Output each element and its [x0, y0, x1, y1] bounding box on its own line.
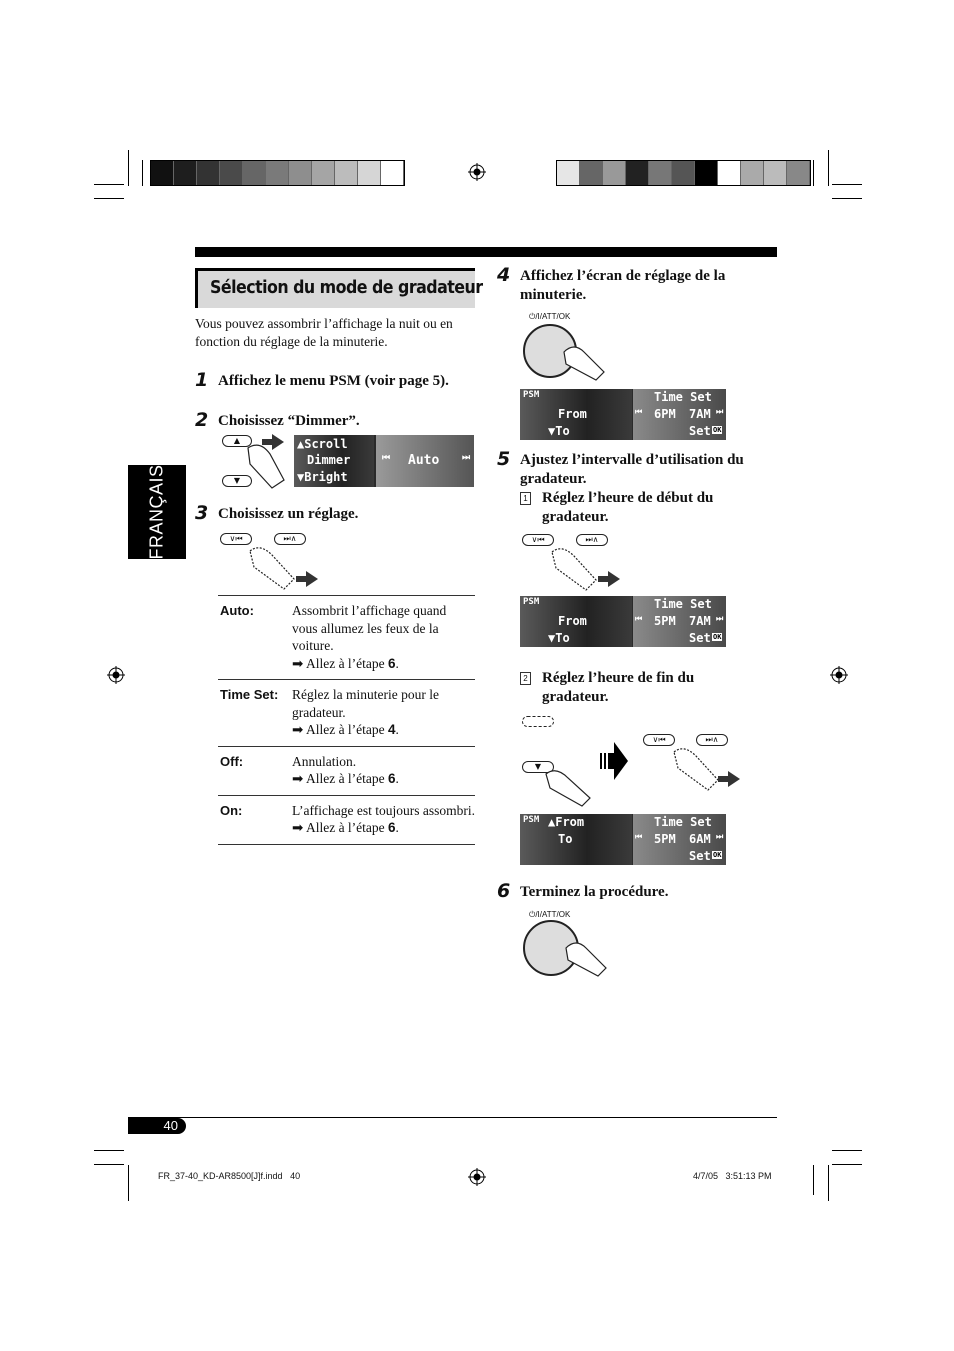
lcd-end-time: 6AM — [689, 832, 711, 846]
lcd-psm: PSM — [523, 815, 540, 825]
up-button[interactable]: ▲ — [222, 435, 252, 447]
crop-mark — [128, 150, 129, 186]
next-icon: ⏭ — [716, 832, 724, 841]
page-title: Sélection du mode de gradateur — [210, 277, 483, 298]
finger-press-icon — [670, 746, 720, 791]
substep-2: 2 Réglez l’heure de fin du gradateur. — [520, 669, 770, 688]
option-desc: Assombrit l’affichage quand vous allumez les feux de la voiture. ➡ Allez à l’étape 6. — [292, 596, 475, 680]
crop-mark — [813, 1165, 814, 1195]
prev-icon: ⏮ — [635, 614, 643, 623]
substep-1: 1 Réglez l’heure de début du gradateur. — [520, 489, 770, 508]
option-row — [218, 680, 475, 747]
lcd-from: From — [558, 407, 587, 421]
option-row — [218, 596, 475, 680]
next-button[interactable]: ⏭∧ — [274, 533, 306, 545]
arrow-right-icon — [608, 571, 620, 587]
option-desc: Réglez la minuterie pour le gradateur. ➡ Allez à l’étape 4. — [292, 680, 475, 747]
step-number: 1 — [195, 369, 209, 391]
footer-file: FR_37-40_KD-AR8500[J]f.indd 40 — [158, 1171, 301, 1181]
next-icon: ⏭ — [462, 453, 471, 463]
dashed-button-icon — [522, 716, 554, 727]
top-rule — [195, 247, 777, 257]
next-button[interactable]: ⏭∧ — [696, 734, 728, 746]
lcd-set: Set — [689, 631, 711, 645]
step-number: 4 — [497, 264, 511, 286]
lcd-start-time: 5PM — [654, 614, 676, 628]
finger-press-icon — [562, 938, 608, 978]
crop-mark — [128, 1165, 129, 1201]
option-term: Auto: — [218, 596, 292, 680]
lcd-to: To — [558, 832, 573, 846]
lcd-end-time: 7AM — [689, 407, 711, 421]
arrow-right-icon — [272, 434, 284, 450]
language-tab — [128, 465, 186, 559]
step-number: 3 — [195, 502, 209, 524]
intro-text: Vous pouvez assombrir l’affichage la nuit ou en fonction du réglage de la minuterie. — [195, 316, 453, 349]
lcd-set: Set — [689, 424, 711, 438]
lcd-dimmer-menu — [294, 435, 474, 487]
lcd-timer-screen-3 — [520, 814, 726, 865]
finger-press-icon — [548, 546, 598, 591]
arrow-right-icon — [728, 771, 740, 787]
step-number: 6 — [497, 880, 511, 902]
lcd-start-time: 6PM — [654, 407, 676, 421]
option-desc: Annulation. ➡ Allez à l’étape 6. — [292, 746, 475, 795]
crop-mark — [94, 1164, 124, 1165]
lcd-set: Set — [689, 849, 711, 863]
crop-mark — [94, 198, 124, 199]
crop-mark — [832, 198, 862, 199]
prev-button[interactable]: ∨⏮ — [643, 734, 675, 746]
registration-target-icon — [468, 1168, 486, 1186]
section-title-box — [195, 268, 483, 308]
lcd-line-dimmer: Dimmer — [307, 453, 351, 467]
registration-target-icon — [468, 163, 486, 181]
option-term: Time Set: — [218, 680, 292, 747]
registration-target-icon — [107, 666, 125, 684]
step-text: Ajustez l’intervalle d’utilisation du gradateur. — [520, 452, 744, 487]
down-button[interactable]: ▼ — [522, 761, 554, 773]
crop-mark — [142, 160, 143, 186]
registration-target-icon — [830, 666, 848, 684]
language-label: FRANÇAIS — [146, 464, 167, 560]
lcd-psm: PSM — [523, 390, 540, 400]
lcd-ok: OK — [713, 633, 722, 641]
page-number: 40 — [128, 1118, 186, 1134]
crop-mark — [94, 1150, 124, 1151]
bottom-rule — [128, 1117, 777, 1118]
big-arrow-icon — [600, 740, 628, 782]
grayscale-bar-left — [150, 160, 405, 186]
option-row — [218, 746, 475, 795]
option-term: Off: — [218, 746, 292, 795]
knob-label: ⏻/I/ATT/OK — [529, 910, 571, 919]
prev-icon: ⏮ — [382, 453, 391, 463]
lcd-line-bright: ▼Bright — [297, 470, 348, 484]
lcd-timer-screen-2 — [520, 596, 726, 647]
step-text: Affichez le menu PSM (voir page 5). — [218, 373, 449, 389]
prev-icon: ⏮ — [635, 407, 643, 416]
knob-label: ⏻/I/ATT/OK — [529, 312, 571, 321]
option-desc: L’affichage est toujours assombri. ➡ Allez à l’étape 6. — [292, 795, 475, 844]
crop-mark — [828, 150, 829, 186]
step-text: Choisissez “Dimmer”. — [218, 413, 360, 429]
next-icon: ⏭ — [716, 614, 724, 623]
finger-press-icon — [246, 545, 296, 590]
lcd-start-time: 5PM — [654, 832, 676, 846]
crop-mark — [94, 184, 124, 185]
lcd-to: ▼To — [548, 631, 570, 645]
lcd-psm: PSM — [523, 597, 540, 607]
lcd-time-set: Time Set — [654, 597, 712, 611]
step-number: 2 — [195, 409, 209, 431]
lcd-ok: OK — [713, 851, 722, 859]
lcd-value-auto: Auto — [408, 453, 440, 468]
option-row — [218, 795, 475, 844]
prev-button[interactable]: ∨⏮ — [522, 534, 554, 546]
prev-button[interactable]: ∨⏮ — [220, 533, 252, 545]
down-button[interactable]: ▼ — [222, 475, 252, 487]
step-text: Choisissez un réglage. — [218, 506, 359, 522]
step-number: 5 — [497, 448, 511, 470]
finger-press-icon — [560, 342, 606, 382]
grayscale-bar-right — [556, 160, 811, 186]
lcd-timer-screen-1 — [520, 389, 726, 440]
crop-mark — [832, 1150, 862, 1151]
step-text: Affichez l’écran de réglage de la minuterie. — [520, 268, 726, 303]
finger-press-icon — [542, 768, 592, 808]
lcd-from: From — [558, 614, 587, 628]
lcd-from: ▲From — [548, 815, 585, 829]
lcd-time-set: Time Set — [654, 815, 712, 829]
prev-icon: ⏮ — [635, 832, 643, 841]
lcd-end-time: 7AM — [689, 614, 711, 628]
crop-mark — [813, 160, 814, 186]
crop-mark — [828, 1165, 829, 1201]
option-term: On: — [218, 795, 292, 844]
next-icon: ⏭ — [716, 407, 724, 416]
crop-mark — [832, 184, 862, 185]
arrow-right-icon — [306, 571, 318, 587]
crop-mark — [832, 1164, 862, 1165]
options-table — [218, 595, 475, 845]
next-button[interactable]: ⏭∧ — [576, 534, 608, 546]
lcd-ok: OK — [713, 426, 722, 434]
lcd-time-set: Time Set — [654, 390, 712, 404]
footer-date: 4/7/05 3:51:13 PM — [693, 1171, 772, 1181]
lcd-to: ▼To — [548, 424, 570, 438]
step-text: Terminez la procédure. — [520, 884, 669, 900]
lcd-line-scroll: ▲Scroll — [297, 437, 348, 451]
